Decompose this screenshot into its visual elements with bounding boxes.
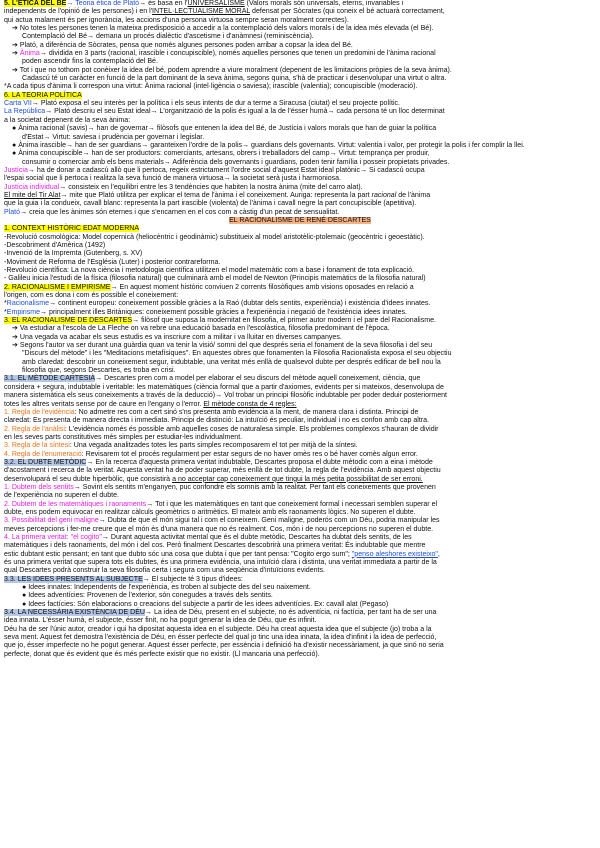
text-segment: → En la recerca d'aquesta primera veritat indubtable, Descartes proposa el dubte mètodic com a eina i mètode — [86, 458, 433, 466]
text-line — [4, 626, 596, 634]
text-segment: (Valors morals són universals, eterns, invariables i — [244, 0, 404, 7]
text-line — [4, 484, 596, 492]
text-segment: l'espai social que li pertoca i realitza la seva funció de manera virtuosa→ la societat serà justa i harmoniosa. — [4, 175, 342, 183]
text-segment: 3.1. EL MÈTODE CARTESIÀ — [4, 375, 96, 383]
text-segment: d'acostament i recerca de la veritat. Aquesta veritat ha de poder superar, més enllà de tot dubte, la regla de l'evidència. Amb aquest objectiu — [4, 467, 441, 475]
text-segment: , — [437, 550, 440, 558]
text-line — [4, 401, 596, 409]
text-segment: Cadascú té un caràcter en funció de la part dominant de la seva ànima, segons quina, s'hà de practicar i desenvolupar una virtut o altra. — [22, 75, 447, 83]
text-line — [4, 576, 596, 584]
text-segment: que jo, ésser imperfecte no he pogut generar. Aquest ésser perfecte, per essència i definició ha d'existir necessàriament, ja que sinó no seria — [4, 642, 444, 650]
text-segment: ➔ No totes les persones tenen la mateixa predisposició a accedir a la contemplació dels valors morals i de la idea més elevada (el Bé). — [12, 25, 434, 33]
text-segment: ➔ Una vegada va acabar els seus estudis es va inscriure com a militar i va lluitar en diverses campanyes. — [12, 333, 342, 341]
text-segment: 6. LA TEORIA POLÍTICA — [4, 91, 82, 99]
text-segment: → El subjecte té 3 tipus d'idees: — [142, 575, 243, 583]
text-line — [4, 100, 596, 108]
text-line — [4, 267, 596, 275]
text-line — [4, 442, 596, 450]
text-segment: → ha de donar a cadascú allò que li pertoca, regeix estrictament l'ordre social d'aquest Estat ideal platònic→ Si cadascú ocupa — [27, 166, 425, 174]
text-segment: → dividida en 3 parts (racional, irascible i concupiscible), només aquelles persones que tenen un predomini de l'ànima racional — [39, 50, 436, 58]
text-segment: INTEL·LECTUALISME MORAL — [152, 8, 251, 16]
text-segment: meves percepcions i fer-me creure que el món és d'una manera que no és realment. Cos, món i de nou percepcions no superen el dubte. — [4, 525, 434, 533]
text-segment: 4. Regla de l'enumeració — [4, 450, 82, 458]
text-line — [4, 375, 596, 383]
text-segment: Ànima — [19, 50, 40, 58]
text-line — [4, 359, 596, 367]
text-line — [4, 150, 596, 158]
text-segment: 1. CONTEXT HISTÒRIC EDAT MODERNA — [4, 225, 140, 233]
text-segment: filosofia que, segons Descartes, es troba en crisi. — [22, 367, 176, 375]
text-line — [4, 551, 596, 559]
text-segment: → creia que les ànimes són eternes i que s'encarnen en el cos com a càstig d'un pecat de sensualitat. — [20, 208, 340, 216]
text-segment: ● Ànima racional (savis)→ han de governar→ filòsofs que entenen la idea del Bé, de Justícia i valors morals que han de guiar la política — [12, 125, 437, 133]
text-segment: ● Idees factícies: Són elaboracions o creacions del subjecte a partir de les idees adventícies. Ex: cavall alat (Pegaso) — [22, 600, 389, 608]
text-segment: perfecte, donat que és evident que és més perfecte existir que no existir. (Ll mancaria una perfecció). — [4, 650, 320, 658]
text-segment: - Galileu inicia l'estudi de la física (filosofia natural) que culminarà amb el model de Newton (Principis matemàtics de la filosofia natural) — [4, 275, 426, 283]
text-segment: poden ascendir fins la contemplació del Bé. — [22, 58, 158, 66]
text-segment: 3.4. LA NECESSÀRIA EXISTÈNCIA DE DÉU — [4, 609, 145, 617]
text-segment: : Revisarem tot el procés regularment per estar segurs de no haver omès res o bé haver comès algun error. — [81, 450, 418, 458]
text-segment: ➔ Tot i que no tothom pot conèixer la idea del bé, podem aprendre a viure moralment (depenent de les limitacions pròpies de la seva ànima). — [12, 66, 452, 74]
text-line — [4, 451, 596, 459]
text-line — [4, 317, 596, 325]
text-line — [4, 542, 596, 550]
text-segment: dubte, ens podem equivocar en realitzar càlculs geomètrics o aritmètics. El mateix amb els raonaments lògics. No superen el dubte. — [4, 508, 416, 516]
text-segment: UNIVERSALISME — [187, 0, 245, 7]
text-segment: Justícia — [4, 166, 28, 174]
text-line — [4, 509, 596, 517]
text-line — [4, 476, 596, 484]
text-line — [4, 275, 596, 283]
text-segment: "Discurs del mètode" i les "Meditacions metafísiques". En aquestes obres que fonamenten la Filosofia Racionalista exposa el seu objectiu — [22, 350, 452, 358]
text-line — [4, 67, 596, 75]
text-line — [4, 200, 596, 208]
text-segment: 3.2. EL DUBTE METÒDIC — [4, 458, 87, 466]
text-segment: 4. La primera veritat: "el cogito" — [4, 534, 102, 541]
text-segment: 3. EL RACIONALISME DE DESCARTES — [4, 317, 133, 325]
text-segment: l'origen, com es dona i com és possible el coneixement: — [4, 292, 179, 300]
text-segment: → continent europeu: coneixement possible gràcies a la Raó (dubtar dels sentits, experiència) i existència d'idees innates. — [49, 300, 431, 308]
text-line — [4, 117, 596, 125]
text-segment: seva ment. Aquest fet demostra l'existència de Déu, en ésser perfecte del qual jo tinc una idea innata, la idea d'infinit i la idea de perfecció, — [4, 634, 437, 642]
text-line — [4, 250, 596, 258]
text-line — [4, 642, 596, 650]
text-line — [4, 434, 596, 442]
text-line — [4, 559, 596, 567]
text-segment: Justícia individual — [4, 183, 60, 191]
text-segment: a no acceptar cap coneixement que tingui la més petita possibilitat de ser erroni. — [172, 475, 423, 483]
text-segment: claredat: Es presenta de manera directa i immediata. Principi de distinció: La intuïció és peculiar, individual i no es confon amb cap altra. — [4, 417, 429, 425]
text-segment: Plató — [4, 208, 21, 216]
text-line — [4, 184, 596, 192]
text-segment: estic dubtant estic pensant; en tant que dubto sóc una cosa que dubta i que per tant pensa: "Cogito ergo sum"; — [4, 550, 352, 558]
text-segment: EL RACIONALISME DE RENÉ DESCARTES — [229, 216, 371, 224]
text-segment: El mite del Tir Alat — [4, 191, 61, 199]
text-line — [4, 108, 596, 116]
text-line — [4, 167, 596, 175]
text-line — [4, 192, 596, 200]
text-segment: Carta VII — [4, 100, 32, 108]
text-line — [4, 334, 596, 342]
text-segment: : Una vegada analitzades totes les parts simples recomposarem el tot per mitjà de la síntesi. — [69, 442, 358, 450]
text-segment: -Revolució cosmològica: Model copernicà (heliocèntric i geodinàmic) substitueix al model aristotèlic-ptolemaic (geocèntric i geoestàtic). — [4, 233, 425, 241]
text-line — [4, 58, 596, 66]
text-segment: matemàtiques i dels raonaments, del món i del cos. Però finalment Descartes descobrirà una primera veritat: És indubtable que mentre — [4, 542, 426, 550]
text-line — [4, 33, 596, 41]
text-segment: qual Descartes podrà construir la seva filosofia certa i segura com una seqüència d'intuïcions evidents. — [4, 567, 325, 575]
text-segment: * — [4, 300, 7, 308]
text-line — [4, 601, 596, 609]
text-segment: Empirisme — [6, 308, 41, 316]
text-line — [4, 134, 596, 142]
text-line — [4, 325, 596, 333]
text-segment: -Invenció de la Impremta (Gutenberg, s. XV) — [4, 250, 143, 258]
text-line — [4, 234, 596, 242]
text-line — [4, 142, 596, 150]
text-segment: → Descartes pren com a model per elaborar el seu discurs del mètode aquell coneixement, ciència, que — [95, 375, 421, 383]
text-segment: : No admetre res com a cert sinó s'ns presenta amb evidència a la ment, de manera clara i distinta. Principi de — [74, 408, 419, 416]
text-segment: racional — [371, 191, 397, 199]
text-line — [4, 526, 596, 534]
text-segment: → principalment illes Britàniques: coneixement possible gràcies a l'experiència i negació de l'existència idees innates. — [40, 308, 408, 316]
text-segment: manera sistemàtica els seus coneixements a través de la deducció)→ Vol trobar un principi filosòfic indubtable per poder deduir posteriorment — [4, 392, 448, 400]
text-segment: 2. Regla de l'anàlisi — [4, 425, 65, 433]
text-line — [4, 92, 596, 100]
text-line — [4, 492, 596, 500]
text-segment: : L'evidència només és possible amb aquelles coses de naturalesa simple. Els problemes complexos s'hauran de dividir — [64, 425, 439, 433]
text-line — [4, 175, 596, 183]
text-line — [4, 292, 596, 300]
text-segment: Contemplació del Bé→ demana un procés dialèctic d'ascetisme i d'anàmnesi (reminiscència). — [22, 33, 314, 41]
text-line — [4, 592, 596, 600]
text-segment: → Plató exposa el seu interès per la política i els seus intents de dur a terme a Siracusa (ciutat) el seu projecte polític. — [31, 100, 401, 108]
text-line — [4, 651, 596, 659]
text-segment: és una primera veritat que supera tots els dubtes, és una primera evidència, una intuïció clara i distinta, una veritat immediata a partir de la — [4, 559, 437, 567]
text-line — [4, 609, 596, 617]
text-line — [4, 25, 596, 33]
text-segment: en les seves parts constitutives més simples per estudiar-les individualment. — [4, 433, 243, 441]
text-segment: → Plató descriu el seu Estat ideal→ L'organització de la polis és igual a la de l'ésser humà→ cada persona té un lloc determinat — [45, 108, 445, 116]
text-line — [4, 8, 596, 16]
text-segment: ➔ Segons l'autor va ser durant una guàrdia quan va tenir la visió/ somni del que després seria el fonament de la seva filosofia i del seu — [12, 342, 433, 350]
text-line — [4, 159, 596, 167]
text-line — [4, 50, 596, 58]
text-segment: → En aquest moment històric conviuen 2 corrents filosòfiques amb visions oposades en relació a — [110, 283, 414, 291]
text-segment: → és basa en l' — [139, 0, 188, 7]
text-line — [4, 567, 596, 575]
text-segment: → consisteix en l'equilibri entre les 3 tendències que habiten la nostra ànima (mite del carro alat). — [59, 183, 363, 191]
document-page — [4, 0, 596, 844]
text-segment: ● Ànima concupiscible→ han de ser productors: comerciants, artesans, obrers i treballadors del camp→ Virtut: temprança per produir, — [12, 150, 430, 158]
text-segment: Déu ha de ser l'únic autor, creador i qui ha dipositat aquesta idea en el subjecte. Déu ha creat aquesta idea que el subjecte (jo) troba a la — [4, 625, 432, 633]
text-segment: 2. RACIONALISME I EMPIRISME — [4, 283, 111, 291]
text-segment: "penso aleshores existeixo" — [351, 550, 438, 558]
text-line — [4, 517, 596, 525]
text-line — [4, 309, 596, 317]
text-segment: ● Ànima irascible→ han de ser guardians→ garanteixen l'ordre de la polis→ guardians dels governants. Virtut: valentia i valor, per protegir la polis i fer complir la llei. — [12, 141, 525, 149]
text-segment: defensat per Sòcrates (qui coneix el bé actuarà correctament, — [250, 8, 445, 16]
text-segment: que la guia i la condueix, cavall blanc: representa la part irascible (violenta) de l'ànima i cavall negre la part concupiscible (apetitiva). — [4, 200, 417, 208]
text-segment: -Revolució científica: La nova ciència i metodologia científica utilitzen el model matemàtic com a base i fonament de tota explicació. — [4, 267, 415, 274]
text-line — [4, 634, 596, 642]
text-line — [4, 0, 596, 8]
text-segment: amb claredat: descobrir un coneixement segur, indubtable, una veritat més enllà de qualsevol dubte per després edificar de bell nou la — [22, 358, 441, 366]
text-line — [4, 501, 596, 509]
text-line — [4, 42, 596, 50]
text-segment: 3.3. LES IDEES PRESENTS AL SUBJECTE — [4, 575, 143, 583]
text-line — [4, 409, 596, 417]
text-segment: Racionalisme — [6, 300, 50, 308]
text-segment: → Sovint els sentits m'enganyen, puc confondre els somnis amb la realitat. Per tant els coneixements que provenen — [73, 483, 436, 491]
text-segment: desenvolupará el seu dubte hiperbòlic, que consistirà — [4, 475, 173, 483]
text-segment: -Descobriment d'Amèrica (1492) — [4, 241, 106, 249]
text-segment: → mite que Plató utilitza per explicar el tema de l'ànima i el coneixement. Auriga: representa la part — [60, 191, 372, 199]
text-line — [4, 384, 596, 392]
text-line — [4, 300, 596, 308]
text-line — [4, 284, 596, 292]
text-line — [4, 584, 596, 592]
text-line — [4, 467, 596, 475]
text-segment: ● Idees innates: Independents de l'experiència, es troben al subjecte des del seu naixement. — [22, 584, 311, 592]
text-segment: 3. Regla de la síntesi — [4, 442, 70, 450]
text-segment: a la societat depenent de la seva ànima: — [4, 116, 131, 124]
text-line — [4, 17, 596, 25]
text-line — [4, 225, 596, 233]
text-line — [4, 350, 596, 358]
text-segment: 1. Dubtem dels sentits — [4, 483, 74, 491]
text-segment: → Teoria ètica de Plató — [66, 0, 140, 7]
text-segment: → Tot i que les matemàtiques en tant que coneixement formal i necessari semblen superar el — [146, 500, 438, 508]
text-segment: considera + segura, indubtable i veritable: les matemàtiques (ciència formal que a partir d'axiomes, evidents per si mateixos, desenvolupa de — [4, 383, 444, 391]
text-segment: → La idea de Déu, present en el subjecte, no és adventícia, ni factícia, per tant ha de ser una — [145, 609, 437, 617]
text-segment: de l'ànima — [396, 191, 431, 199]
text-segment: -Moviment de Reforma de l'Església (Luter) i posterior contrareforma. — [4, 258, 221, 266]
text-segment: idea innata. L'ésser humà, el subjecte, ésser finit, no ha pogut generar la idea de Déu, que és infinit. — [4, 617, 317, 625]
text-segment: d'Estat→ Virtut: saviesa i prudència per governar i legislar. — [22, 133, 205, 141]
text-segment: 2. Dubtem de les matemàtiques i raonaments — [4, 500, 147, 508]
text-line — [4, 125, 596, 133]
text-line — [4, 209, 596, 217]
text-segment: La República — [4, 108, 46, 116]
text-segment: * — [4, 308, 7, 316]
text-segment: → Dubta de que el món sigui tal i com el coneixem. Geni maligne, poderós com un Déu, podria manipular les — [98, 517, 440, 525]
text-segment: *A cada tipus d'ànima li correspon una virtut: Ànima racional (intel·ligència o saviesa); irascible (valentia); concupiscible (moderació). — [4, 83, 418, 91]
text-segment: → Durant aquesta activitat mental que és el dubte metòdic, Descartes ha dubtat dels sentits, de les — [101, 534, 412, 541]
text-segment: 3. Possibilitat del geni maligne — [4, 517, 99, 525]
text-line — [4, 617, 596, 625]
text-segment: El mètode consta de 4 regles: — [203, 400, 297, 408]
text-segment: 1. Regla de l'evidència — [4, 408, 75, 416]
text-segment: consumir o comerciar amb els bens materials→ Adiferència dels governants i guardians, poden tenir família i posseir propietats privades. — [22, 158, 450, 166]
text-segment: independents de l'opinió de les persones) i en l' — [4, 8, 153, 16]
text-segment: → filòsof que suposa la modernitat en filosofia, el primer autor modern i el pare del Racionalisme. — [132, 317, 437, 325]
text-line — [4, 426, 596, 434]
text-segment: de l'experiència no superen el dubte. — [4, 492, 119, 500]
text-segment: qui actua malament és per ignorància, les accions d'una persona virtuosa sempre seran moralment correctes). — [4, 16, 349, 24]
text-segment: ● Idees adventícies: Provenen de l'exterior, són conegudes a través dels sentits. — [22, 592, 273, 600]
text-line — [4, 259, 596, 267]
text-segment: ➔ Va estudiar a l'escola de La Fleche on va rebre una educació basada en l'escolàstica, filosofia predominant de l'època. — [12, 325, 390, 333]
text-segment: 5. L'ÈTICA DEL BÉ — [4, 0, 67, 7]
text-line — [4, 417, 596, 425]
text-line — [4, 392, 596, 400]
text-segment: totes les altres veritats sense por de caure en l'engany o l'error. — [4, 400, 204, 408]
text-segment: ➔ Plató, a diferència de Sòcrates, pensa que només algunes persones poden arribar a copsar la idea del Bé. — [12, 41, 353, 49]
text-line — [4, 83, 596, 91]
text-line — [4, 242, 596, 250]
text-line — [4, 342, 596, 350]
text-segment: ➔ — [12, 50, 20, 58]
text-line — [4, 459, 596, 467]
